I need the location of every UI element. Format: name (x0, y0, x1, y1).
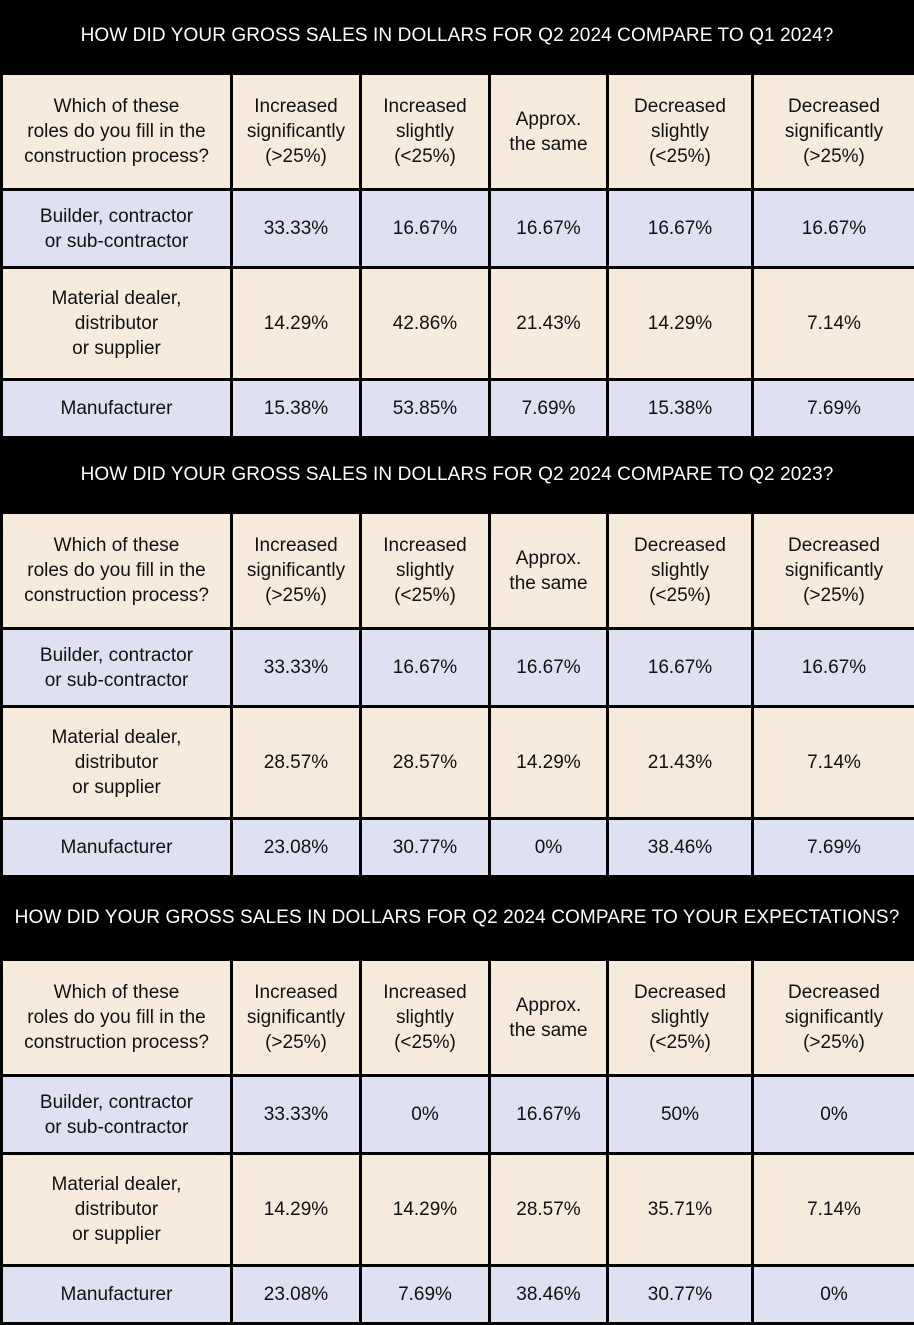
role-cell: Builder, contractor or sub-contractor (2, 629, 232, 707)
header-increased-significantly: Increased significantly (>25%) (232, 74, 361, 190)
table-row (2, 268, 914, 380)
header-increased-significantly: Increased significantly (>25%) (232, 513, 361, 629)
value-cell: 33.33% (232, 190, 361, 268)
value-cell: 38.46% (608, 819, 753, 877)
results-table (0, 511, 914, 878)
section-title: HOW DID YOUR GROSS SALES IN DOLLARS FOR Q2 2024 COMPARE TO YOUR EXPECTATIONS? (0, 878, 914, 958)
header-row (2, 74, 914, 190)
header-increased-slightly: Increased slightly (<25%) (361, 960, 490, 1076)
value-cell: 0% (490, 819, 608, 877)
value-cell: 33.33% (232, 629, 361, 707)
table-row (2, 629, 914, 707)
value-cell: 7.14% (753, 268, 914, 380)
header-decreased-slightly: Decreased slightly (<25%) (608, 74, 753, 190)
value-cell: 0% (361, 1076, 490, 1154)
value-cell: 21.43% (608, 707, 753, 819)
header-decreased-significantly: Decreased significantly (>25%) (753, 74, 914, 190)
value-cell: 21.43% (490, 268, 608, 380)
role-cell: Material dealer, distributor or supplier (2, 1154, 232, 1266)
header-increased-slightly: Increased slightly (<25%) (361, 74, 490, 190)
value-cell: 7.14% (753, 707, 914, 819)
survey-section-q1 (0, 0, 914, 439)
table-row (2, 1076, 914, 1154)
table-row (2, 190, 914, 268)
value-cell: 16.67% (490, 1076, 608, 1154)
header-approx-same: Approx. the same (490, 74, 608, 190)
value-cell: 42.86% (361, 268, 490, 380)
value-cell: 23.08% (232, 1266, 361, 1324)
value-cell: 16.67% (361, 190, 490, 268)
header-decreased-significantly: Decreased significantly (>25%) (753, 513, 914, 629)
value-cell: 7.69% (490, 380, 608, 438)
header-row (2, 960, 914, 1076)
survey-section-q2 (0, 439, 914, 878)
table-row (2, 707, 914, 819)
value-cell: 0% (753, 1076, 914, 1154)
value-cell: 16.67% (753, 629, 914, 707)
table-row (2, 1266, 914, 1324)
header-role: Which of these roles do you fill in the construction process? (2, 74, 232, 190)
value-cell: 53.85% (361, 380, 490, 438)
results-table (0, 958, 914, 1325)
header-row (2, 513, 914, 629)
role-cell: Builder, contractor or sub-contractor (2, 190, 232, 268)
value-cell: 35.71% (608, 1154, 753, 1266)
header-decreased-significantly: Decreased significantly (>25%) (753, 960, 914, 1076)
value-cell: 28.57% (490, 1154, 608, 1266)
header-approx-same: Approx. the same (490, 960, 608, 1076)
table-row (2, 380, 914, 438)
value-cell: 14.29% (232, 268, 361, 380)
value-cell: 28.57% (361, 707, 490, 819)
value-cell: 7.14% (753, 1154, 914, 1266)
section-title: HOW DID YOUR GROSS SALES IN DOLLARS FOR Q2 2024 COMPARE TO Q2 2023? (0, 439, 914, 511)
value-cell: 50% (608, 1076, 753, 1154)
value-cell: 15.38% (232, 380, 361, 438)
table-row (2, 819, 914, 877)
section-title: HOW DID YOUR GROSS SALES IN DOLLARS FOR Q2 2024 COMPARE TO Q1 2024? (0, 0, 914, 72)
header-approx-same: Approx. the same (490, 513, 608, 629)
value-cell: 7.69% (753, 380, 914, 438)
header-increased-slightly: Increased slightly (<25%) (361, 513, 490, 629)
value-cell: 15.38% (608, 380, 753, 438)
value-cell: 38.46% (490, 1266, 608, 1324)
value-cell: 16.67% (490, 629, 608, 707)
value-cell: 16.67% (608, 190, 753, 268)
value-cell: 14.29% (608, 268, 753, 380)
role-cell: Manufacturer (2, 380, 232, 438)
header-role: Which of these roles do you fill in the construction process? (2, 960, 232, 1076)
role-cell: Material dealer, distributor or supplier (2, 707, 232, 819)
value-cell: 28.57% (232, 707, 361, 819)
value-cell: 0% (753, 1266, 914, 1324)
value-cell: 30.77% (608, 1266, 753, 1324)
header-decreased-slightly: Decreased slightly (<25%) (608, 513, 753, 629)
value-cell: 33.33% (232, 1076, 361, 1154)
value-cell: 14.29% (490, 707, 608, 819)
value-cell: 16.67% (753, 190, 914, 268)
role-cell: Manufacturer (2, 819, 232, 877)
header-decreased-slightly: Decreased slightly (<25%) (608, 960, 753, 1076)
value-cell: 16.67% (490, 190, 608, 268)
table-row (2, 1154, 914, 1266)
value-cell: 30.77% (361, 819, 490, 877)
role-cell: Material dealer, distributor or supplier (2, 268, 232, 380)
value-cell: 14.29% (232, 1154, 361, 1266)
value-cell: 7.69% (753, 819, 914, 877)
header-role: Which of these roles do you fill in the construction process? (2, 513, 232, 629)
role-cell: Builder, contractor or sub-contractor (2, 1076, 232, 1154)
role-cell: Manufacturer (2, 1266, 232, 1324)
value-cell: 23.08% (232, 819, 361, 877)
value-cell: 16.67% (608, 629, 753, 707)
value-cell: 14.29% (361, 1154, 490, 1266)
value-cell: 7.69% (361, 1266, 490, 1324)
value-cell: 16.67% (361, 629, 490, 707)
results-table (0, 72, 914, 439)
header-increased-significantly: Increased significantly (>25%) (232, 960, 361, 1076)
survey-section-expectations (0, 878, 914, 1325)
